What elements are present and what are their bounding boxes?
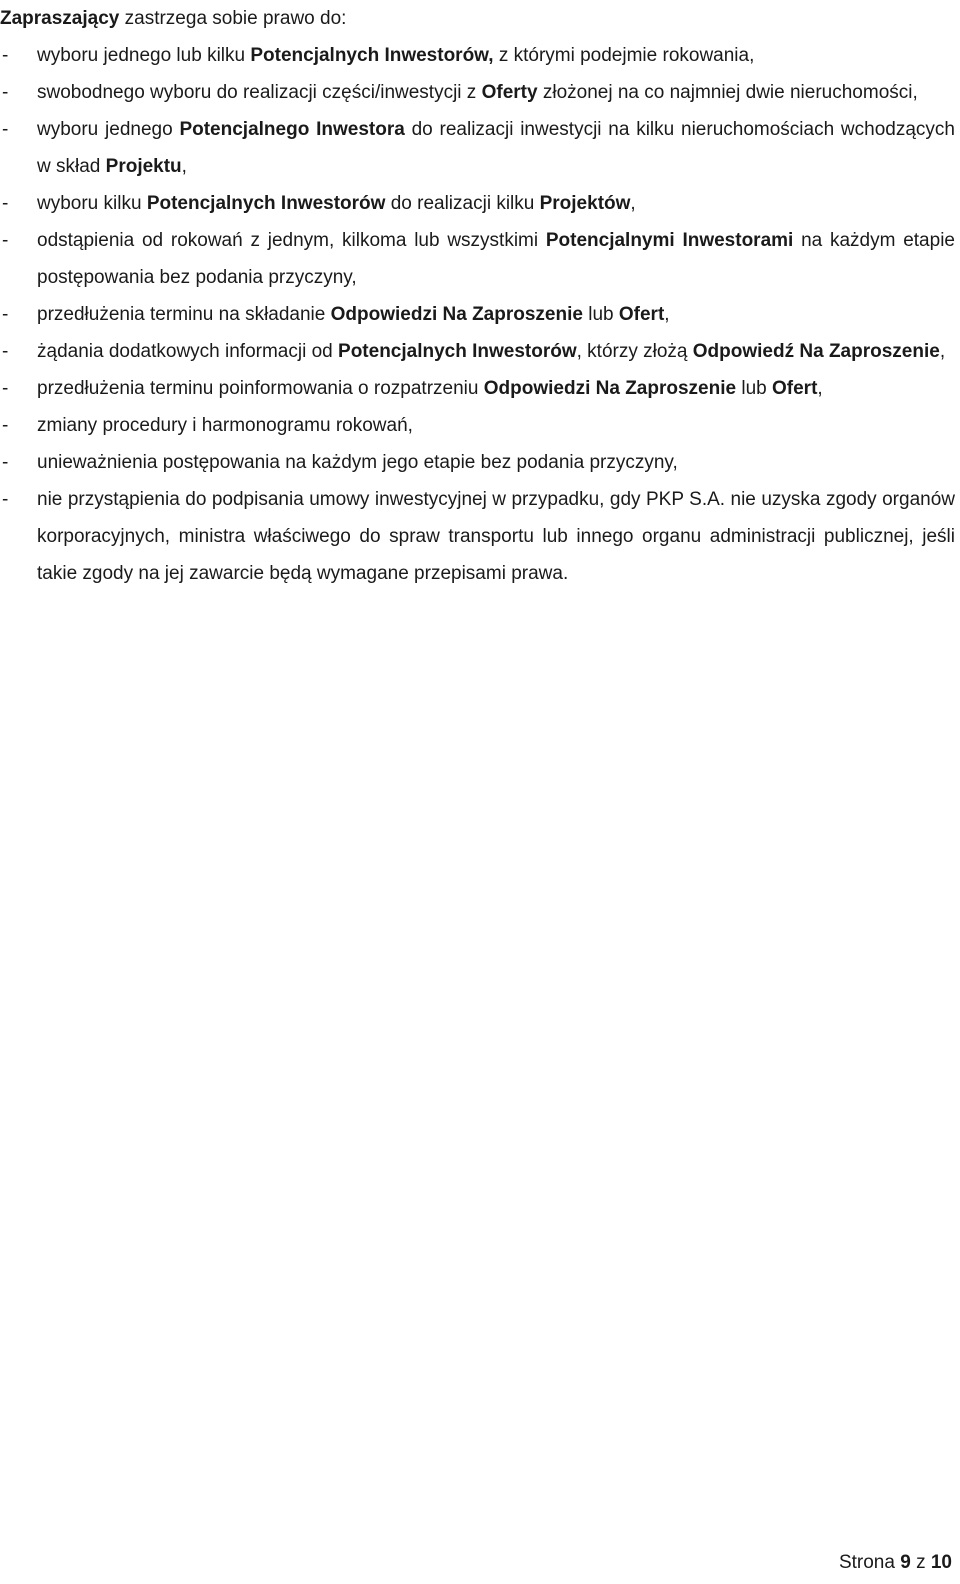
- page-number-current: 9: [900, 1552, 911, 1573]
- item-text: wyboru jednego: [37, 119, 180, 140]
- item-text: lub: [736, 378, 772, 399]
- list-bullet-dash: -: [2, 230, 9, 251]
- item-text: nie przystąpienia do podpisania umowy inwestycyjnej w przypadku, gdy PKP S.A. nie uzyska zgody organów korporacyjnych, ministra właściwego do spraw transportu lub innego organu administracji publicznej, jeśli takie zgody na jej zawarcie będą wymagane przepisami prawa.: [37, 489, 955, 584]
- list-item: [0, 481, 955, 592]
- list-bullet-dash: -: [2, 304, 9, 325]
- bold-term: Potencjalnych Inwestorów: [338, 341, 577, 362]
- item-text: wyboru kilku: [37, 193, 147, 214]
- item-text: swobodnego wyboru do realizacji części/inwestycji z: [37, 82, 482, 103]
- bold-term: Potencjalnych Inwestorów,: [250, 45, 494, 66]
- item-text: odstąpienia od rokowań z jednym, kilkoma lub wszystkimi: [37, 230, 546, 251]
- item-text: lub: [582, 304, 619, 325]
- list-item: [0, 111, 955, 185]
- item-text: , którzy złożą: [576, 341, 693, 362]
- item-text: z którymi podejmie rokowania,: [493, 45, 755, 66]
- bold-term: Odpowiedzi Na Zaproszenie: [330, 304, 583, 325]
- bold-term: Ofert: [772, 378, 818, 399]
- list-bullet-dash: -: [2, 415, 9, 436]
- bold-term: Oferty: [481, 82, 538, 103]
- item-text: ,: [181, 156, 187, 177]
- page-number-prefix: Strona: [838, 1552, 901, 1573]
- item-text: ,: [630, 193, 636, 214]
- item-text: przedłużenia terminu na składanie: [37, 304, 331, 325]
- item-text: na każdym etapie postępowania bez podania przyczyny,: [37, 230, 955, 288]
- list-bullet-dash: -: [2, 378, 9, 399]
- list-item: [0, 407, 955, 444]
- item-text: przedłużenia terminu poinformowania o rozpatrzeniu: [37, 378, 484, 399]
- list-item: [0, 444, 955, 481]
- intro-text: zastrzega sobie prawo do:: [119, 8, 347, 29]
- bold-term: Projektów: [539, 193, 631, 214]
- page-number-total: 10: [930, 1552, 952, 1573]
- bold-term: Projektu: [105, 156, 182, 177]
- rights-list: [0, 37, 955, 592]
- list-item: [0, 185, 955, 222]
- list-bullet-dash: -: [2, 193, 9, 214]
- item-text: wyboru jednego lub kilku: [37, 45, 251, 66]
- item-text: ,: [939, 341, 946, 362]
- intro-paragraph: [0, 0, 955, 37]
- item-text: ,: [817, 378, 823, 399]
- item-text: zmiany procedury i harmonogramu rokowań,: [37, 415, 413, 436]
- item-text: ,: [664, 304, 670, 325]
- bold-term: Potencjalnymi Inwestorami: [545, 230, 794, 251]
- item-text: do realizacji inwestycji na kilku nieruchomościach wchodzących w skład: [37, 119, 955, 177]
- page-number-middle: z: [910, 1552, 931, 1573]
- item-text: do realizacji kilku: [385, 193, 540, 214]
- bold-term: Odpowiedź Na Zaproszenie: [692, 341, 940, 362]
- list-item: [0, 222, 955, 296]
- item-text: żądania dodatkowych informacji od: [37, 341, 339, 362]
- list-bullet-dash: -: [2, 452, 9, 473]
- list-item: [0, 333, 955, 370]
- item-text: unieważnienia postępowania na każdym jego etapie bez podania przyczyny,: [37, 452, 678, 473]
- bold-term: Odpowiedzi Na Zaproszenie: [483, 378, 737, 399]
- page-number: [839, 1548, 952, 1578]
- list-bullet-dash: -: [2, 45, 9, 66]
- bold-term: Potencjalnych Inwestorów: [146, 193, 386, 214]
- list-item: [0, 370, 955, 407]
- list-item: [0, 74, 955, 111]
- list-bullet-dash: -: [2, 119, 9, 140]
- bold-term: Potencjalnego Inwestora: [179, 119, 405, 140]
- list-item: [0, 37, 955, 74]
- list-bullet-dash: -: [2, 82, 9, 103]
- bold-term: Ofert: [618, 304, 665, 325]
- list-bullet-dash: -: [2, 489, 9, 510]
- list-item: [0, 296, 955, 333]
- item-text: złożonej na co najmniej dwie nieruchomości,: [537, 82, 918, 103]
- list-bullet-dash: -: [2, 341, 9, 362]
- intro-bold-term: Zapraszający: [0, 8, 120, 29]
